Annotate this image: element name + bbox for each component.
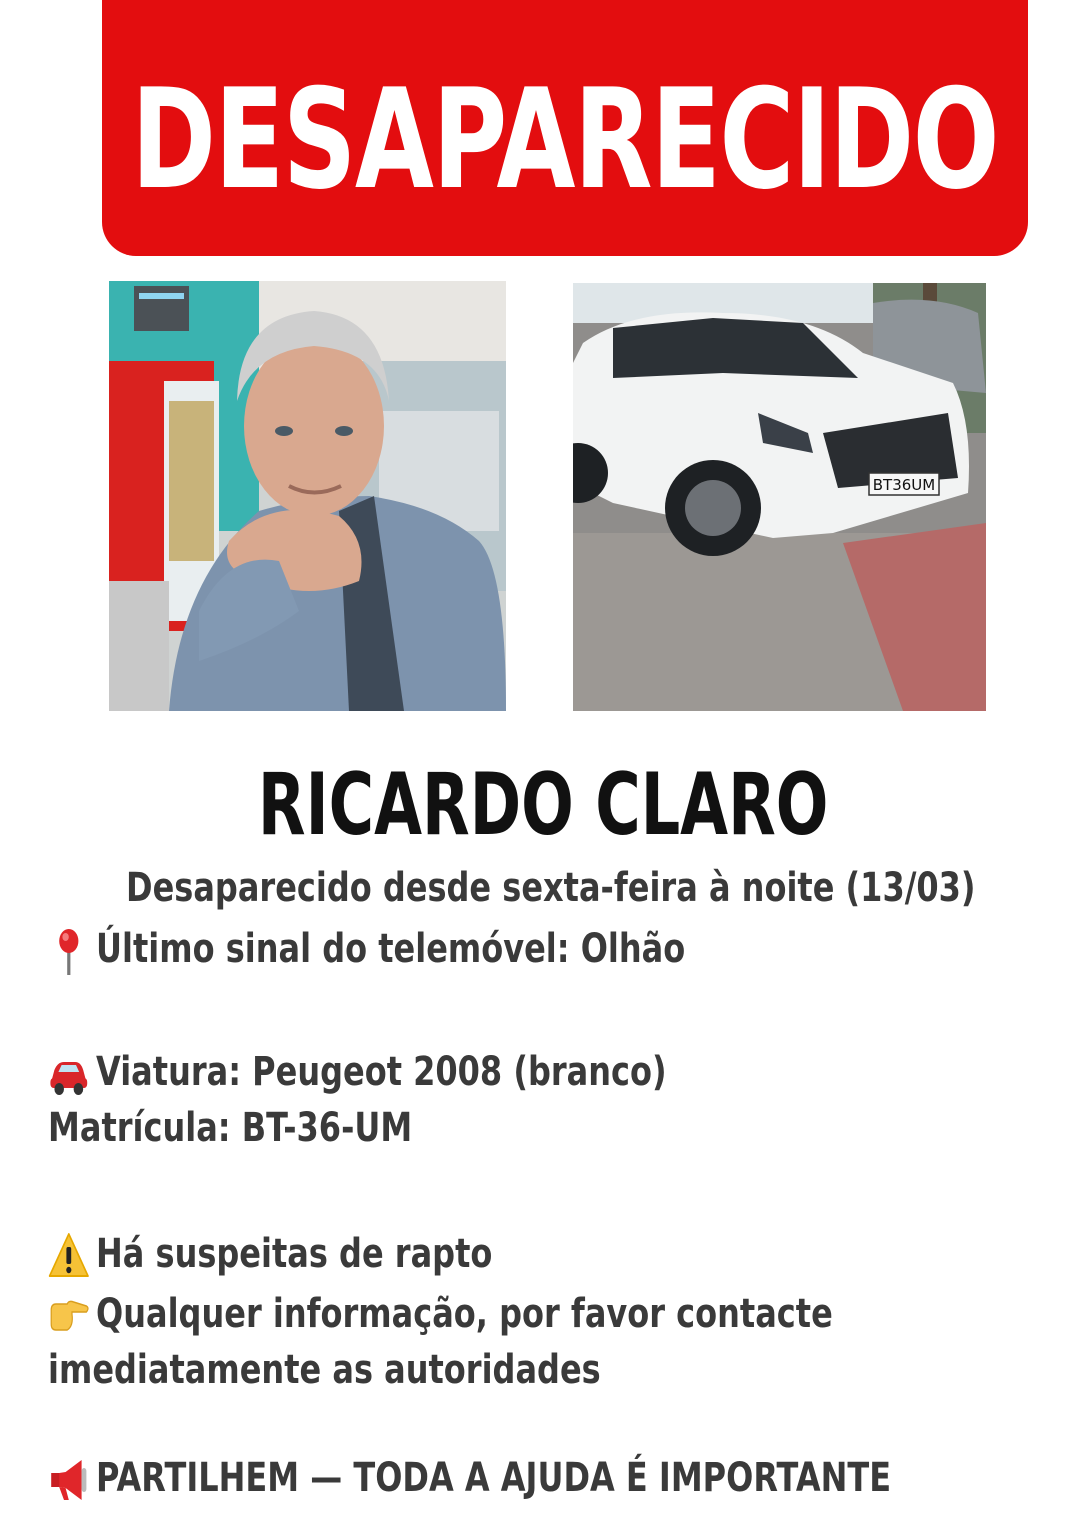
suspicion-line: Há suspeitas de rapto [48, 1230, 492, 1282]
share-line: PARTILHEM — TODA A AJUDA É IMPORTANTE [48, 1454, 891, 1506]
red-car-icon [48, 1048, 90, 1100]
car-photo [573, 283, 986, 711]
car-plate-text: BT36UM [872, 476, 936, 494]
last-signal-line: Último sinal do telemóvel: Olhão [48, 925, 685, 977]
vehicle-line: Viatura: Peugeot 2008 (branco) [48, 1048, 667, 1100]
round-pushpin-icon [48, 925, 90, 977]
megaphone-icon [48, 1454, 90, 1506]
info-line: Qualquer informação, por favor contacte [48, 1290, 833, 1342]
banner-title: DESAPARECIDO [131, 59, 999, 220]
pointing-hand-icon [48, 1290, 90, 1342]
info-line-2: imediatamente as autoridades [48, 1347, 601, 1393]
person-name: RICARDO CLARO [257, 755, 829, 855]
missing-since: Desaparecido desde sexta-feira à noite (13/03) [126, 865, 976, 911]
person-photo [109, 281, 506, 711]
plate-line: Matrícula: BT-36-UM [48, 1105, 413, 1151]
header-banner [102, 0, 1028, 256]
warning-icon [48, 1230, 90, 1282]
